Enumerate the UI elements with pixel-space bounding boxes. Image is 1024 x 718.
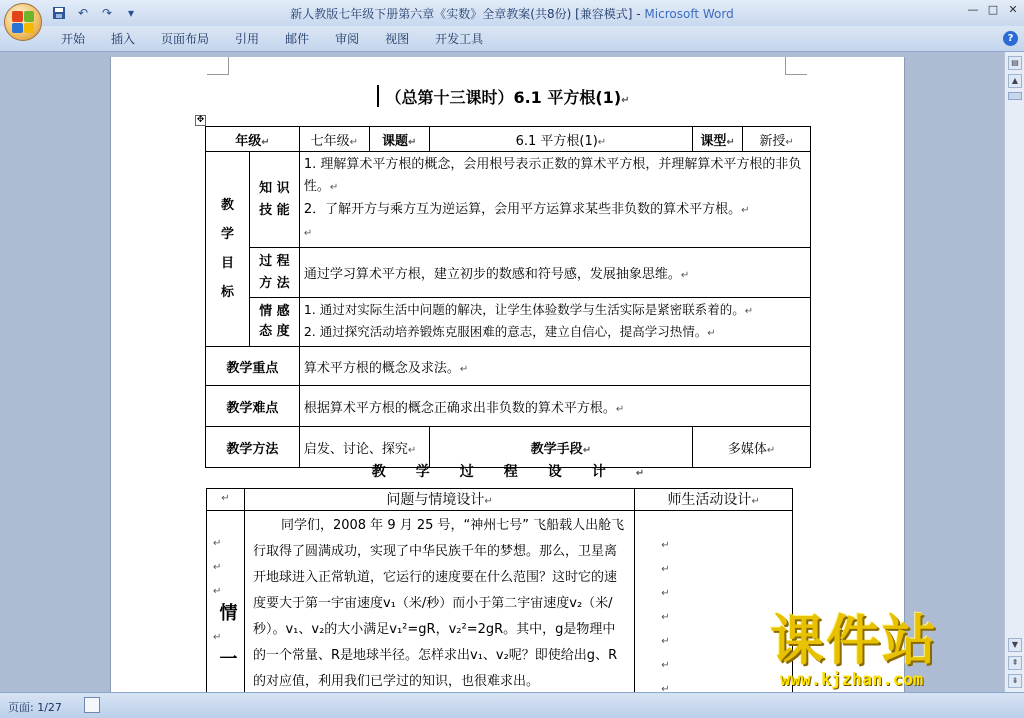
ribbon-tabs: [48, 31, 496, 47]
situation-text: 同学们，2008 年 9 月 25 号，“神州七号” 飞船载人出舱飞行取得了圆满成功，实现了中华民族千年的梦想。那么，卫星离开地球进入正常轨道，它运行的速度要在什么范围？这时它的速度要大于第一宇宙速度v₁（米/秒）而小于第二宇宙速度v₂（米/秒）。v₁、v₂的大小满足v₁²=gR，v₂²=2gR。其中，g是物理中的一个常量、R是地球半径。怎样求出v₁、v₂呢？即使给出g、R的对应值，利用我们已学过的知识，也很难求出。: [252, 518, 625, 689]
document-area[interactable]: [0, 52, 1004, 692]
attitude-label: 情 感 态 度: [249, 298, 299, 347]
office-button[interactable]: [4, 3, 42, 41]
method-label: 教学方法: [206, 427, 300, 468]
table-row: [206, 298, 811, 347]
lesson-info-table: [205, 126, 811, 468]
tab-view[interactable]: 视图: [385, 32, 410, 46]
tab-references[interactable]: 引用: [235, 32, 260, 46]
tab-insert[interactable]: 插入: [111, 32, 136, 46]
office-logo-icon: [12, 11, 34, 33]
process-title: 教学过程设计↵: [371, 464, 645, 480]
title-bar: [0, 0, 1024, 26]
table-row: [206, 386, 811, 427]
margin-corner: [785, 57, 807, 75]
ruler-toggle-icon[interactable]: ▤: [1008, 56, 1022, 70]
grade-label: 年级↵: [206, 127, 300, 152]
difficulty-label: 教学难点: [206, 386, 300, 427]
difficulty-content: 根据算术平方根的概念正确求出非负数的算术平方根。↵: [299, 386, 810, 427]
type-value: 新授↵: [743, 127, 811, 152]
objectives-label: 教 学 目 标: [206, 152, 250, 347]
customize-qat-icon[interactable]: ▾: [127, 6, 135, 20]
tab-home[interactable]: 开始: [61, 32, 86, 46]
process-head-activity: 师生活动设计↵: [635, 489, 793, 511]
tab-page-layout[interactable]: 页面布局: [161, 32, 210, 46]
tab-review[interactable]: 审阅: [335, 32, 360, 46]
scroll-down-icon[interactable]: ▼: [1008, 638, 1022, 652]
process-table: [206, 488, 793, 692]
situation-char-2: 一: [219, 649, 238, 670]
knowledge-content: 1. 理解算术平方根的概念，会用根号表示正数的算术平方根，并理解算术平方根的非负性。↵ 2．了解开方与乘方互为逆运算，会用平方运算求某些非负数的算术平方根。↵ ↵: [299, 152, 810, 248]
margin-corner: [207, 57, 229, 75]
attitude-content: 1. 通过对实际生活中问题的解决，让学生体验数学与生活实际是紧密联系着的。↵ 2. 通过探究活动培养锻炼克服困难的意志，建立自信心，提高学习热情。↵: [299, 298, 810, 347]
help-icon[interactable]: ?: [1003, 31, 1018, 46]
doc-heading: [111, 85, 904, 108]
table-row: [206, 248, 811, 298]
maximize-icon[interactable]: □: [987, 2, 999, 16]
window-title: [0, 5, 1024, 22]
scroll-up-icon[interactable]: ▲: [1008, 74, 1022, 88]
table-row: [207, 511, 793, 693]
status-bar: [0, 692, 1024, 718]
watermark: [770, 609, 1010, 692]
table-move-handle-icon[interactable]: ✥: [196, 115, 205, 125]
process-head-situation: 问题与情境设计↵: [244, 489, 634, 511]
table-row: [207, 489, 793, 511]
process-method-content: 通过学习算术平方根，建立初步的数感和符号感，发展抽象思维。↵: [299, 248, 810, 298]
knowledge-label: 知 识 技 能: [249, 152, 299, 248]
document-page[interactable]: [110, 57, 905, 692]
minimize-icon[interactable]: —: [967, 2, 979, 16]
tab-mailings[interactable]: 邮件: [285, 32, 310, 46]
page-indicator[interactable]: 页面: 1/27: [8, 701, 62, 714]
topic-value: 6.1 平方根(1)↵: [429, 127, 692, 152]
grade-value: 七年级↵: [299, 127, 369, 152]
situation-content: [244, 511, 634, 693]
table-row: [206, 127, 811, 152]
document-title: 新人教版七年级下册第六章《实数》全章教案(共8份) [兼容模式] -: [290, 7, 645, 21]
process-method-label: 过 程 方 法: [249, 248, 299, 298]
means-content: 多媒体↵: [693, 427, 811, 468]
table-row: [206, 152, 811, 248]
doc-heading-text: （总第十三课时）6.1 平方根(1): [385, 88, 622, 107]
vertical-scrollbar[interactable]: [1004, 52, 1024, 692]
situation-char: 情: [219, 603, 238, 624]
method-content: 启发、讨论、探究↵: [299, 427, 429, 468]
tab-developer[interactable]: 开发工具: [435, 32, 484, 46]
key-point-label: 教学重点: [206, 347, 300, 386]
app-name: Microsoft Word: [644, 7, 734, 21]
undo-icon[interactable]: ↶: [77, 6, 89, 20]
process-head-blank: ↵: [207, 489, 245, 511]
means-label: 教学手段↵: [429, 427, 692, 468]
activity-content: ↵ ↵ ↵ ↵ ↵ ↵ ↵: [635, 511, 793, 693]
window-controls: [964, 1, 1022, 17]
scrollbar-thumb[interactable]: [1008, 92, 1022, 100]
previous-page-icon[interactable]: ⇞: [1008, 656, 1022, 670]
type-label: 课型↵: [693, 127, 743, 152]
paragraph-mark: ↵: [621, 95, 630, 106]
key-point-content: 算术平方根的概念及求法。↵: [299, 347, 810, 386]
next-page-icon[interactable]: ⇟: [1008, 674, 1022, 688]
close-icon[interactable]: ✕: [1008, 2, 1018, 16]
situation-side: ↵ ↵ ↵ 情 ↵ 一: [207, 511, 245, 693]
table-row: [206, 347, 811, 386]
topic-label: 课题↵: [369, 127, 429, 152]
proofing-icon[interactable]: [84, 697, 100, 713]
redo-icon[interactable]: ↷: [101, 6, 113, 20]
ribbon: [0, 26, 1024, 52]
watermark-url: www.kjzhan.com: [780, 670, 924, 690]
watermark-text: 课件站: [770, 609, 938, 672]
